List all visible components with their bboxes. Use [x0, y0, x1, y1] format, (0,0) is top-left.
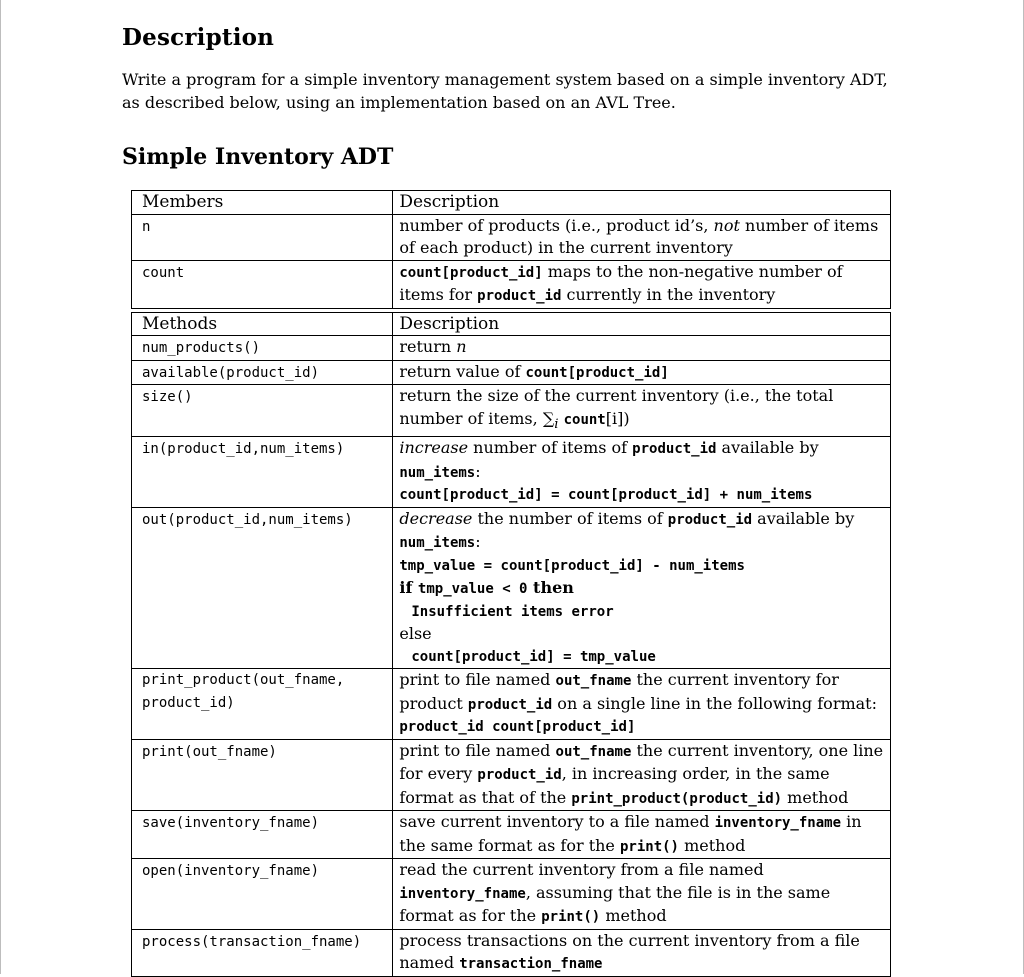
method-name: in(product_id,num_items) [142, 441, 345, 458]
table-row [132, 669, 891, 740]
method-name-cont: product_id) [142, 694, 235, 711]
table-row [132, 360, 891, 385]
method-description: process transactions on the current inventory from a file named transaction_fname [393, 929, 891, 976]
method-name: print(out_fname) [142, 743, 277, 760]
method-description: read the current inventory from a file named inventory_fname, assuming that the file is in the same format as for the print() method [393, 859, 891, 930]
adt-table [131, 190, 891, 977]
method-name: open(inventory_fname) [142, 863, 320, 880]
member-name: n [142, 218, 151, 235]
table-row [132, 929, 891, 976]
member-description: number of products (i.e., product id’s, not number of items of each product) in the current inventory [393, 214, 891, 260]
method-description: save current inventory to a file named inventory_fname in the same format as for the print() method [393, 811, 891, 859]
methods-header-row [132, 312, 891, 336]
members-header: Members [132, 191, 393, 215]
methods-description-header: Description [393, 312, 891, 336]
members-header-row [132, 191, 891, 215]
table-row [132, 507, 891, 669]
method-name: save(inventory_fname) [142, 815, 320, 832]
members-description-header: Description [393, 191, 891, 215]
table-row [132, 811, 891, 859]
table-row [132, 437, 891, 508]
method-description: decrease the number of items of product_id available by num_items: tmp_value = count[product_id] - num_items if tmp_value < 0 then Insufficient items error else count[product_id] = tmp_value [393, 507, 891, 669]
method-name: size() [142, 389, 193, 405]
page-edge-left [0, 0, 1, 974]
method-description: return the size of the current inventory (i.e., the total number of items, $\sum_i$ count[i]) [393, 385, 891, 437]
member-description: count[product_id] maps to the non-negative number of items for product_id currently in the inventory [393, 260, 891, 308]
intro-paragraph: Write a program for a simple inventory management system based on a simple inventory ADT, as described below, using an implementation based on an AVL Tree. [122, 70, 888, 112]
table-row [132, 739, 891, 811]
method-name: out(product_id,num_items) [142, 511, 353, 528]
method-name: available(product_id) [142, 364, 320, 381]
table-row [132, 214, 891, 260]
method-description: return n [393, 336, 891, 361]
table-row [132, 260, 891, 308]
table-row [132, 859, 891, 930]
method-description: return value of count[product_id] [393, 360, 891, 385]
method-description: print to file named out_fname the current inventory, one line for every product_id, in increasing order, in the same format as that of the print_product(product_id) method [393, 739, 891, 811]
table-row [132, 385, 891, 437]
method-name: num_products() [142, 340, 261, 356]
method-description: print to file named out_fname the current inventory for product product_id on a single line in the following format: product_id count[product_id] [393, 669, 891, 740]
methods-header: Methods [132, 312, 393, 336]
method-name: print_product(out_fname, [142, 672, 345, 689]
section-heading: Description [122, 24, 275, 51]
subsection-heading: Simple Inventory ADT [122, 144, 394, 170]
method-description: increase number of items of product_id available by num_items: count[product_id] = count[product_id] + num_items [393, 437, 891, 508]
method-name: process(transaction_fname) [142, 933, 362, 950]
table-row [132, 336, 891, 361]
member-name: count [142, 264, 185, 281]
